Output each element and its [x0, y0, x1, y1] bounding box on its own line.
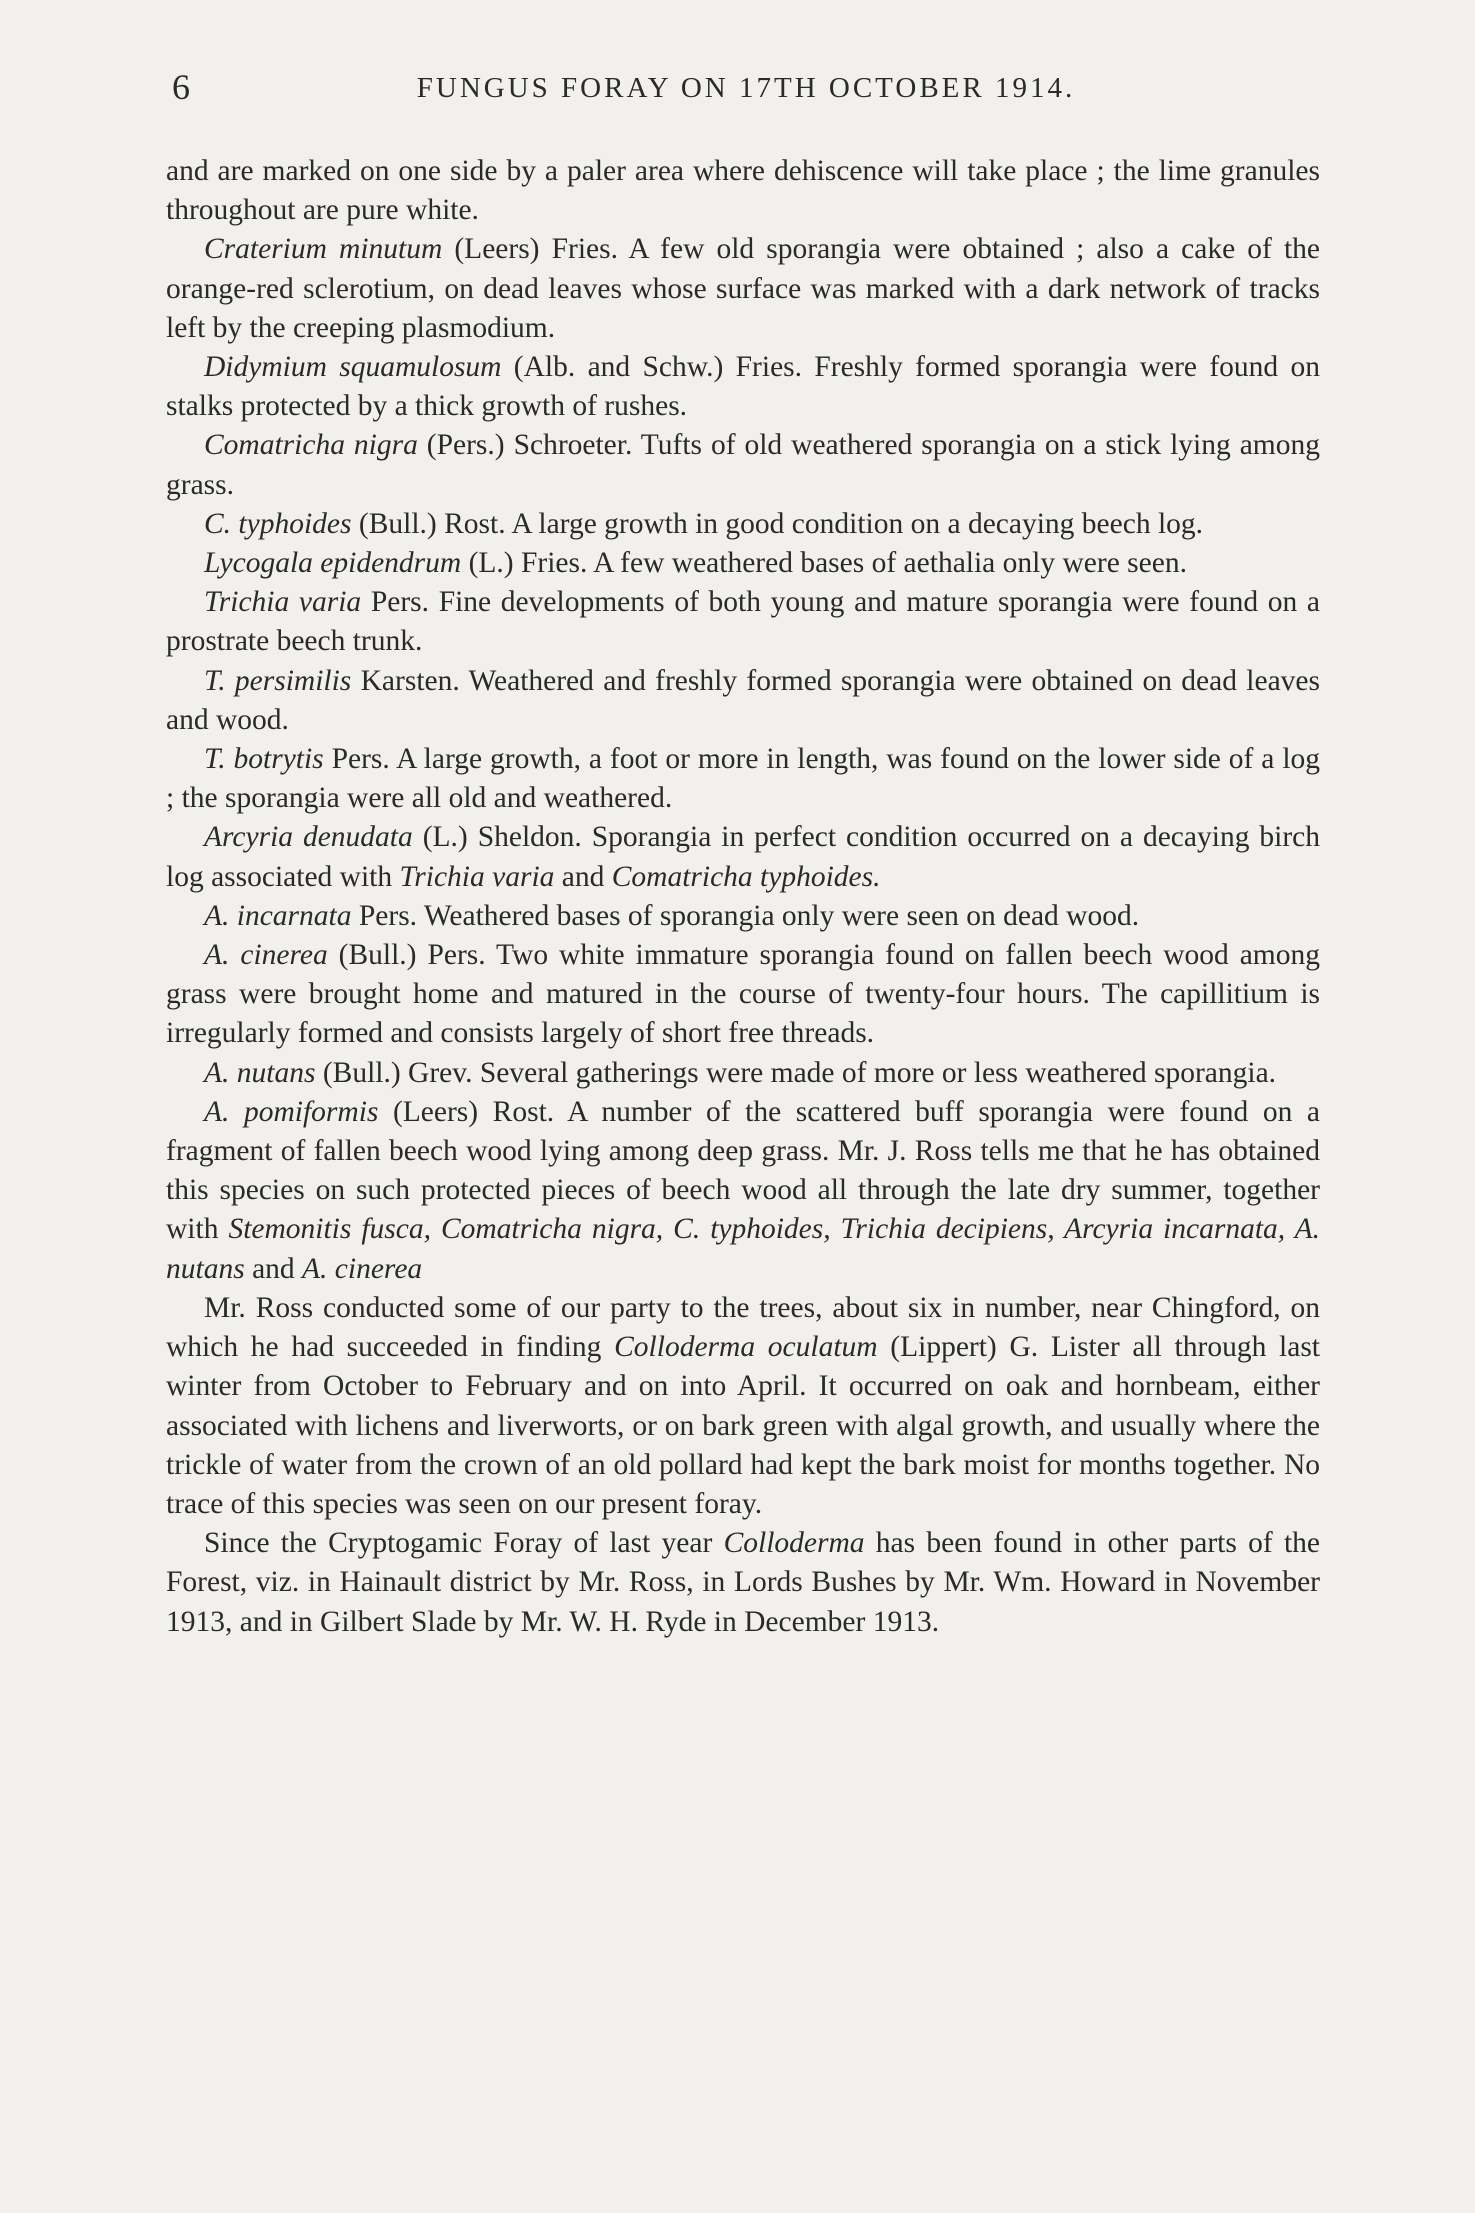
- paragraph: [166, 152, 1320, 230]
- paragraph: [166, 544, 1320, 583]
- paragraph: [166, 818, 1320, 896]
- paragraph-text: and: [244, 1252, 303, 1285]
- paragraph: [166, 1093, 1320, 1289]
- paragraph: [166, 426, 1320, 504]
- paragraph-text: Since the Cryptogamic Foray of last year: [204, 1527, 724, 1560]
- paragraph-text: has been found in other parts of the Forest, viz. in Hainault district by Mr. Ross, in Lords Bushes by Mr. Wm. Howard in November 1913, and in Gilbert Slade by Mr. W. H. Ryde in December 1913.: [166, 1527, 1320, 1638]
- paragraph: [166, 936, 1320, 1054]
- italic-species-name: Lycogala epidendrum: [204, 547, 462, 580]
- italic-species-name: C. typhoides: [204, 507, 352, 540]
- paragraph-text: (L.) Fries. A few weathered bases of aethalia only were seen.: [461, 547, 1187, 580]
- page-header: [172, 66, 1320, 122]
- paragraph-text: Karsten. Weathered and freshly formed sporangia were obtained on dead leaves and wood.: [166, 664, 1320, 736]
- italic-species-name: Colloderma: [723, 1527, 865, 1560]
- paragraph: [166, 230, 1320, 348]
- italic-species-name: T. botrytis: [204, 743, 324, 776]
- paragraph-text: (Leers) Rost. A number of the scattered buff sporangia were found on a fragment of fallen beech wood lying among deep grass. Mr. J. Ross tells me that he has obtained this species on such protected pieces of beech wood all through the late dry summer, together with: [166, 1095, 1320, 1246]
- paragraph-text: (L.) Sheldon. Sporangia in perfect condition occurred on a decaying birch log associated with: [166, 821, 1321, 893]
- paragraph-text: Pers. A large growth, a foot or more in length, was found on the lower side of a log ; the sporangia were all old and weathered.: [166, 743, 1321, 815]
- paragraph-text: and: [554, 860, 612, 893]
- paragraph-text: Mr. Ross conducted some of our party to the trees, about six in number, near Chingford, on which he had succeeded in finding: [166, 1291, 1320, 1364]
- paragraph: [166, 505, 1320, 544]
- italic-species-name: A. cinerea: [204, 939, 328, 972]
- paragraph-text: (Alb. and Schw.) Fries. Freshly formed sporangia were found on stalks protected by a thick growth of rushes.: [166, 351, 1320, 423]
- italic-species-name: Craterium minutum: [204, 233, 443, 266]
- italic-species-name: Trichia varia: [399, 860, 555, 893]
- paragraph-text: (Bull.) Rost. A large growth in good condition on a decaying beech log.: [351, 507, 1204, 540]
- paragraph: [166, 348, 1320, 426]
- italic-species-name: Arcyria denudata: [204, 821, 413, 854]
- paragraph-text: (Leers) Fries. A few old sporangia were obtained ; also a cake of the orange-red sclerotium, on dead leaves whose surface was marked with a dark network of tracks left by the creeping plasmodium.: [166, 233, 1320, 344]
- page-number: 6: [172, 67, 191, 107]
- italic-species-name: A. pomiformis: [204, 1095, 379, 1128]
- paragraph-text: Pers. Fine developments of both young and mature sporangia were found on a prostrate beech trunk.: [166, 586, 1320, 658]
- italic-species-name: Comatricha nigra: [204, 429, 418, 462]
- paragraph-text: (Bull.) Grev. Several gatherings were made of more or less weathered sporangia.: [315, 1056, 1277, 1089]
- paragraph-text: (Lippert) G. Lister all through last winter from October to February and on into April. It occurred on oak and hornbeam, either associated with lichens and liverworts, or on bark green with algal growth, and usually where the trickle of water from the crown of an old pollard had kept the bark moist for months together. No trace of this species was seen on our present foray.: [166, 1331, 1320, 1520]
- paragraph-text: (Pers.) Schroeter. Tufts of old weathered sporangia on a stick lying among grass.: [166, 429, 1320, 501]
- italic-species-name: Comatricha typhoides.: [611, 860, 881, 893]
- italic-species-name: Stemonitis fusca, Comatricha nigra, C. typhoides, Trichia decipiens, Arcyria incarnata, A. nutans: [166, 1213, 1320, 1285]
- paragraph: [166, 740, 1320, 818]
- italic-species-name: A. nutans: [204, 1056, 316, 1089]
- italic-species-name: T. persimilis: [204, 664, 352, 697]
- paragraph-text: and are marked on one side by a paler area where dehiscence will take place ; the lime granules throughout are pure white.: [166, 155, 1320, 227]
- italic-species-name: Trichia varia: [204, 586, 362, 619]
- body-text: [166, 152, 1320, 1642]
- paragraph: [166, 1289, 1320, 1524]
- running-title: FUNGUS FORAY ON 17TH OCTOBER 1914.: [416, 72, 1076, 104]
- paragraph: [166, 1054, 1320, 1093]
- paragraph: [166, 897, 1320, 936]
- italic-species-name: A. incarnata: [204, 899, 352, 932]
- paragraph-text: Pers. Weathered bases of sporangia only were seen on dead wood.: [351, 899, 1140, 932]
- paragraph: [166, 1524, 1320, 1642]
- paragraph-text: (Bull.) Pers. Two white immature sporangia found on fallen beech wood among grass were brought home and matured in the course of twenty-four hours. The capillitium is irregularly formed and consists largely of short free threads.: [166, 939, 1321, 1050]
- italic-species-name: Colloderma oculatum: [614, 1331, 878, 1364]
- italic-species-name: Didymium squamulosum: [204, 351, 502, 384]
- paragraph: [166, 662, 1320, 740]
- paragraph: [166, 583, 1320, 661]
- italic-species-name: A. cinerea: [302, 1252, 423, 1285]
